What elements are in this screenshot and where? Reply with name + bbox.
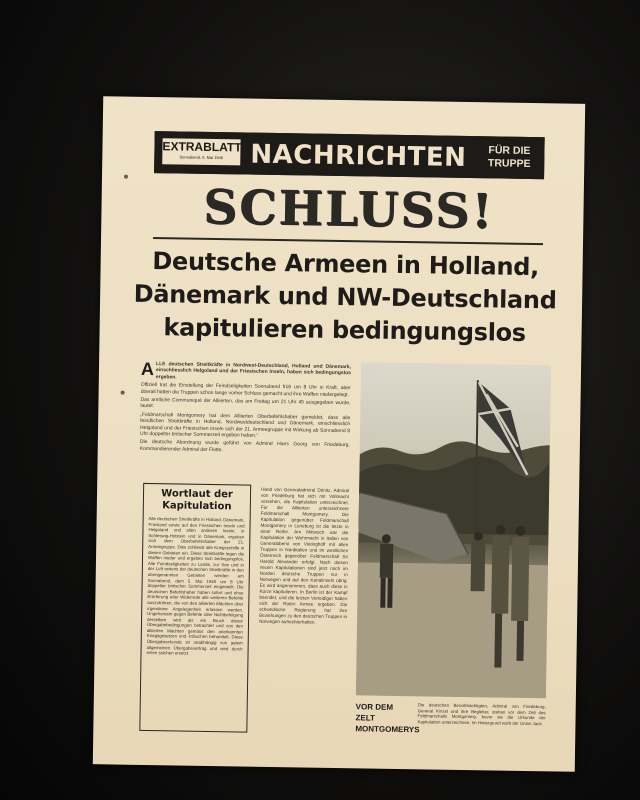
sub-headline (129, 245, 561, 351)
extrablatt-label (162, 138, 240, 165)
news-photo (356, 362, 551, 698)
photo-scene (356, 362, 551, 698)
issue-date: Sonnabend, 5. Mai 1945 (179, 154, 224, 161)
main-headline: SCHLUSS! (202, 179, 495, 240)
box-body: Alle deutschen Streitkräfte in Holland, Dänemark, Friesland sowie auf den Friesischen Inseln und Helgoland und allen anderen Inseln, in Schleswig-Holstein und in Dänemark, ergeben sich dem Oberbefehlshaber der 21. Armeegruppe. Dies schliesst alle Kriegsschiffe in diesen Gebieten ein. Diese Streitkräfte legen die Waffen nieder und ergeben sich bedingungslos. Alle Feindseligkeiten zu Lande, zur See und in der Luft seitens der deutschen Streitkräfte in den obengenannten Gebieten werden am Sonnabend, dem 5. Mai 1945 um 8 Uhr doppelter britischer Sommerzeit eingestellt. Die deutschen Befehlshaber haben sofort und ohne Erörterung oder Widerrede alle weiteren Befehle auszuführen, die von den alliierten Mächten über irgendeine Angelegenheit erlassen werden. Ungehorsam gegen Befehle oder Nichtbefolgung derselben wird als ein Bruch dieser Übergabebedingungen betrachtet und von den alliierten Mächten gemäss den anerkannten Kriegsgesetzen und -bräuchen behandelt. Diese Übergabeurkunde ist unabhängig von jedem allgemeinen Übergabevertrag und wird durch einen solchen ersetzt. (146, 516, 245, 656)
middle-column: Hand von Generaladmiral Dönitz, Admiral von Friedeburg hat sich mit Vollmacht versehen, die Kapitulation unterzeichnet. Für die Alliierten unterzeichnete Feldmarschall Montgomery. Die Kapitulation gegenüber Feldmarschall Montgomery in Lüneburg ist die letzte in einer Reihe. Am Mittwoch war die Kapitulation der Wehrmacht in Italien von Generaloberst von Vietinghoff mit allen Truppen in Norditalien und im westlichen Österreich gegenüber Feldmarschall Sir Harold Alexander erfolgt. Nach diesen neuen Kapitulationen sind jetzt noch im Norden deutsche Truppen nur in Norwegen und auf den Kanalinseln übrig. Es wird angenommen, dass auch diese in Kürze kapitulieren. In Berlin ist der Kampf beendet, und die letzten Verteidiger haben sich der Roten Armee ergeben. Die schwedische Regierung hat ihre Beziehungen zu den deutschen Truppen in Norwegen aufrechterhalten. (259, 486, 350, 625)
box-title: Wortlaut der Kapitulation (161, 488, 233, 513)
punch-hole (121, 391, 125, 395)
newspaper-title: NACHRICHTEN (250, 139, 467, 173)
punch-hole (124, 175, 128, 179)
headline-line: Deutsche Armeen in Holland, (152, 247, 540, 282)
drop-cap: A (140, 358, 155, 380)
article-paragraph: Offiziell trat die Einstellung der Feindseligkeiten Sonnabend früh um 8 Uhr in Kraft, aber überall hatten die Truppen schon lange vorher Schluss gemacht und ihre Waffen niedergelegt. (140, 382, 351, 398)
capitulation-text-box (139, 483, 251, 733)
photo-caption-title: VOR DEM ZELT MONTGOMERYS (355, 702, 420, 735)
headline-line: Dänemark und NW-Deutschland (133, 279, 557, 315)
lead-paragraph: LLE deutschen Streitkräfte in Nordwest-Deutschland, Holland und Dänemark, einschliesslich Helgoland und der Friesischen Inseln, haben sich bedingungslos ergeben. (155, 361, 352, 381)
newspaper-subtitle (477, 144, 541, 171)
masthead (154, 131, 545, 179)
extrablatt-text: EXTRABLATT (162, 139, 242, 155)
subtitle-line: TRUPPE (487, 157, 531, 170)
subtitle-line: FÜR DIE (488, 144, 531, 157)
article-body (139, 358, 352, 458)
article-paragraph: Die deutsche Abordnung wurde geführt von Admiral Hans Georg von Friedeburg, Kommandierender Admiral der Flotte. (139, 439, 350, 454)
article-paragraph: „Feldmarschall Montgomery hat dem Alliierten Oberbefehlshaber gemeldet, dass alle feindlichen Streitkräfte in Holland, Nordwestdeutschland und Dänemark, einschliesslich Helgoland und der Friesischen Inseln sich der 21. Armeegruppe mit Wirkung ab Sonnabend 8 Uhr doppelter britischer Sommerzeit ergeben haben.“ (139, 411, 351, 439)
headline-line: kapitulieren bedingungslos (163, 313, 527, 347)
newspaper-page (93, 96, 585, 771)
photo-caption: Die deutschen Bevollmächtigten, Admiral von Friedeburg, General Kinzel und ihre Begleiter, stehen vor dem Zelt des Feldmarschalls Montgomery, bevor sie die Urkunde der Kapitulation unterzeichnen. Im Hintergrund weht der Union Jack. (417, 702, 546, 727)
article-paragraph: Das amtliche Communiqué der Alliierten, das am Freitag um 21 Uhr 45 ausgegeben wurde, lautet: (140, 396, 351, 410)
